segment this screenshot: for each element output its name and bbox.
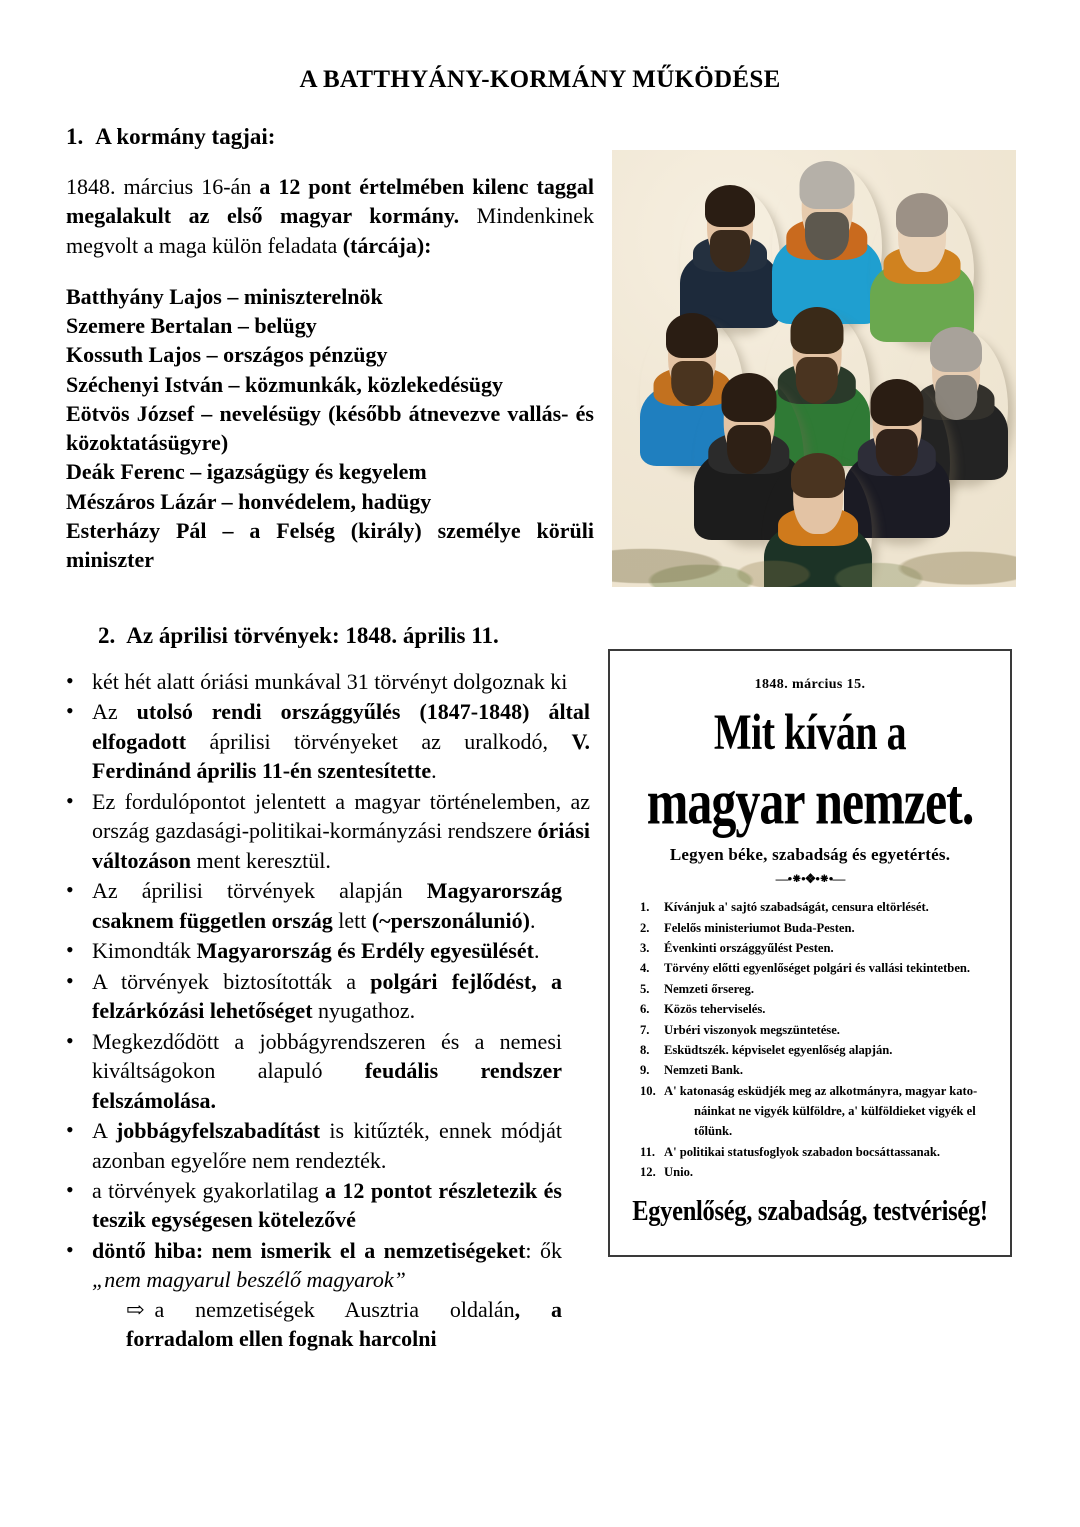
minister-entry: Kossuth Lajos – országos pénzügy <box>66 342 388 368</box>
bullet-text-run: Kimondták <box>92 938 197 964</box>
bullet-serf-emancipation <box>0 1116 562 1175</box>
poster-demand-text: Unio. <box>664 1165 694 1180</box>
bullet-text-run: . <box>533 938 540 964</box>
bullet-text-run: V. Ferdinánd április 11-én szentesítette <box>92 728 590 784</box>
bullet-text-run: Magyarország csaknem független ország <box>92 878 562 933</box>
bullet-text-run: két hét alatt óriási munkával 31 törvényt dolgoznak ki <box>92 669 568 694</box>
poster-subtitle: Legyen béke, szabadság és egyetértés. <box>669 845 951 865</box>
bullet-continuation-line <box>92 1295 562 1354</box>
bullet-text-run: . <box>529 907 536 933</box>
bullet-text-run: (~perszonálunió) <box>371 907 530 933</box>
poster-demand-text: A' katonaság esküdjék meg az alkotmányra, magyar kato- <box>664 1083 978 1098</box>
bullet-text-run: is kitűzték, ennek módját azonban egyelőre nem rendezték. <box>92 1118 562 1173</box>
poster-demand-item <box>640 1142 992 1162</box>
poster-date: 1848. március 15. <box>754 677 866 692</box>
bullet-text-run: a 12 pontot részletezik és teszik egységesen kötelezővé <box>92 1177 562 1233</box>
poster-demand-number: 11. <box>640 1144 656 1159</box>
bullet-text-run: Az <box>92 699 137 725</box>
section-heading-1 <box>0 94 1080 150</box>
bullet-text-run: polgári fejlődést, a felzárkózási lehetőséget <box>92 968 562 1024</box>
poster-demand-item <box>640 1020 992 1040</box>
poster-slogan: Egyenlőség, szabadság, testvériség! <box>632 1194 988 1227</box>
minister-entry: Batthyány Lajos – miniszterelnök <box>66 283 383 309</box>
poster-demand-item <box>640 1162 992 1182</box>
rightwards-arrow-icon: ⇨ <box>126 1296 145 1322</box>
bullet-12-points-detail <box>0 1176 562 1235</box>
poster-demand-number: 4. <box>640 961 650 976</box>
bullet-last-diet <box>0 697 1080 785</box>
bullet-text-run: áprilisi törvényeket az uralkodó, <box>186 728 572 754</box>
bullet-text-run: óriási változáson <box>92 818 590 873</box>
minister-entry: Mészáros Lázár – honvédelem, hadügy <box>66 488 432 514</box>
bullet-text-run: „nem magyarul beszélő magyarok” <box>92 1267 406 1293</box>
poster-demand-number: 12. <box>640 1165 656 1180</box>
bullet-text-run: Az áprilisi törvények alapján <box>92 878 427 904</box>
bullet-text-run: Ez fordulópontot jelentett a magyar történelemben, az ország gazdasági-politikai-kormányzási rendszere <box>92 788 590 844</box>
poster-demand-item <box>640 1060 992 1080</box>
bullet-text-run: Megkezdődött a jobbágyrendszeren és a nemesi kiváltságokon alapuló <box>92 1028 562 1084</box>
intro-bold-2: (tárcája): <box>342 232 432 258</box>
minister-bust <box>772 164 882 324</box>
poster-demand-item <box>640 958 992 978</box>
poster-demand-continuation: náinkat ne vigyék külföldre, a' külföldieket vigyék el tőlünk. <box>694 1104 976 1139</box>
poster-demand-number: 6. <box>640 1002 650 1017</box>
bullet-text-run: a nemzetiségek Ausztria oldalán <box>154 1296 515 1322</box>
bullet-text-run: , a forradalom ellen fognak harcolni <box>126 1296 562 1352</box>
bullet-31-laws <box>0 667 1080 696</box>
poster-demand-text: Nemzeti őrsereg. <box>664 981 754 996</box>
bullet-text-run: lett <box>332 907 372 933</box>
bullet-text-run: döntő hiba: nem ismerik el a nemzetiségeket <box>92 1237 526 1263</box>
minister-entry: Esterházy Pál – a Felség (király) személye körüli miniszter <box>66 517 594 572</box>
section-label-1: A kormány tagjai: <box>95 124 276 149</box>
section-heading-2 <box>0 595 1080 649</box>
poster-demand-number: 1. <box>640 900 650 915</box>
section-number-2: 2. <box>98 623 116 648</box>
minister-bust <box>680 188 780 328</box>
bullet-union-transylvania <box>0 936 562 965</box>
bullet-text-run: . <box>431 758 437 784</box>
bullet-text-run: A <box>92 1118 116 1144</box>
poster-demand-item <box>640 897 992 917</box>
poster-demand-text: Nemzeti Bank. <box>664 1063 744 1078</box>
poster-demand-item <box>640 1081 992 1142</box>
poster-demand-item <box>640 938 992 958</box>
litho-foliage-decoration <box>612 482 1016 587</box>
poster-demand-number: 3. <box>640 940 650 955</box>
minister-entry: Deák Ferenc – igazságügy és kegyelem <box>66 459 427 485</box>
poster-demand-number: 8. <box>640 1042 650 1057</box>
poster-headline-line2: magyar nemzet. <box>646 764 974 838</box>
intro-text-2: Mindenkinek megvolt a maga külön feladata <box>66 203 594 258</box>
poster-demand-text: Évenkinti országgyűlést Pesten. <box>664 940 834 955</box>
poster-demand-number: 7. <box>640 1022 650 1037</box>
bullet-text-run: a törvények gyakorlatilag <box>92 1177 326 1203</box>
bullet-turning-point <box>0 787 1080 875</box>
bullet-text-run: A törvények biztosították a <box>92 968 371 994</box>
section-label-2: Az áprilisi törvények: 1848. április 11. <box>126 623 499 648</box>
poster-demand-text: Urbéri viszonyok megszüntetése. <box>664 1022 840 1037</box>
bullet-text-run: utolsó rendi országgyűlés (1847-1848) által elfogadott <box>92 699 590 754</box>
poster-demand-number: 9. <box>640 1063 650 1078</box>
intro-bold-1: a 12 pont értelmében kilenc taggal megalakult az első magyar kormány. <box>66 174 594 229</box>
bullet-text-run: nyugathoz. <box>312 998 416 1024</box>
poster-demand-text: A' politikai statusfoglyok szabadon bocsáttassanak. <box>664 1144 941 1159</box>
page-title: A BATTHYÁNY-KORMÁNY MŰKÖDÉSE <box>299 66 781 93</box>
poster-demand-item <box>640 1040 992 1060</box>
poster-demand-text: Esküdtszék. képviselet egyenlőség alapján. <box>664 1042 893 1057</box>
minister-bust <box>870 196 974 342</box>
poster-demands-list <box>626 897 994 1182</box>
poster-ornament-divider: —•⁕•❖•⁕•— <box>775 871 845 887</box>
poster-demand-text: Kívánjuk a' sajtó szabadságát, censura eltörlését. <box>664 900 929 915</box>
bullet-text-run: ment keresztül. <box>191 847 331 873</box>
bullet-independent-country <box>0 876 562 935</box>
bullet-text-run: : ők <box>525 1237 562 1263</box>
bullet-nationalities-mistake <box>0 1236 562 1354</box>
poster-demand-number: 5. <box>640 981 650 996</box>
intro-text-1: 1848. március 16-án <box>66 174 260 199</box>
minister-entry: Eötvös József – nevelésügy (később átnevezve vallás- és közoktatásügyre) <box>66 400 594 455</box>
bullet-text-run: jobbágyfelszabadítást <box>115 1118 321 1144</box>
poster-demand-number: 10. <box>640 1083 656 1098</box>
bullet-text-run: feudális rendszer felszámolása. <box>92 1058 562 1113</box>
minister-entry: Szemere Bertalan – belügy <box>66 313 317 338</box>
poster-demand-text: Törvény előtti egyenlőséget polgári és vallási tekintetben. <box>664 961 971 976</box>
bullet-civil-development <box>0 967 562 1026</box>
bullet-feudal-liquidation <box>0 1027 562 1115</box>
bullet-text-run: Magyarország és Erdély egyesülését <box>196 938 534 964</box>
poster-demand-item <box>640 918 992 938</box>
poster-demand-item <box>640 979 992 999</box>
poster-demand-text: Közös teherviselés. <box>664 1002 766 1017</box>
batthyany-government-lithograph <box>612 150 1016 587</box>
poster-headline-line1: Mit kíván a <box>713 703 907 761</box>
poster-demand-number: 2. <box>640 920 650 935</box>
poster-demand-text: Felelős ministeriumot Buda-Pesten. <box>664 920 855 935</box>
section-number-1: 1. <box>66 124 84 149</box>
poster-demand-item <box>640 999 992 1019</box>
minister-entry: Széchenyi István – közmunkák, közlekedésügy <box>66 371 504 397</box>
